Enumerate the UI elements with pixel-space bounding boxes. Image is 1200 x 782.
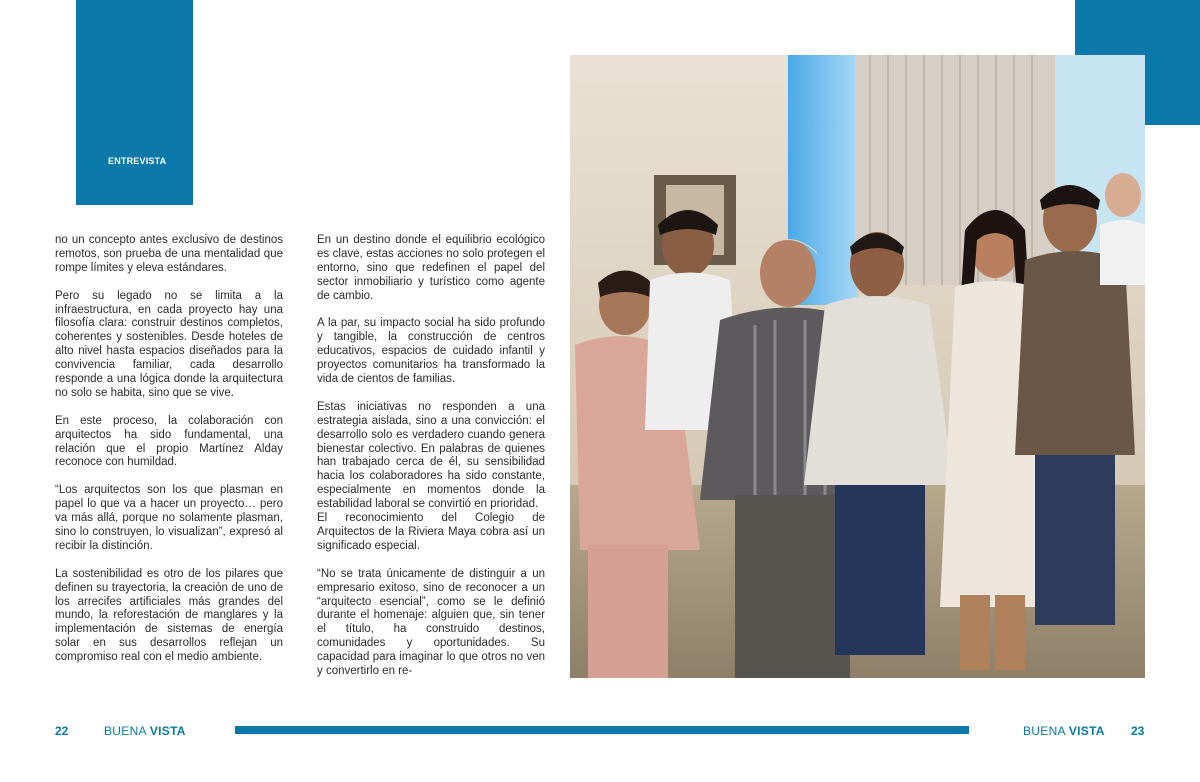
paragraph: Estas iniciativas no responden a una estrategia aislada, sino a una convicción: el desarrollo solo es verdadero cuando genera bienestar colectivo. En palabras de quienes han trabajado cerca de él, su sensibilidad hacia los colaboradores ha sido constante, especialmente en momentos donde la estabilidad laboral se convirtió en prioridad. El reconocimiento del Colegio de Arquitectos de la Riviera Maya cobra así un significado especial.: [317, 400, 545, 552]
text-column-left: [55, 234, 283, 679]
brand-word-bold: VISTA: [1068, 724, 1105, 738]
paragraph: Pero su legado no se limita a la infraestructura, en cada proyecto hay una filosofía clara: construir destinos completos, coherentes y sostenibles. Desde hoteles de alto nivel hasta espacios diseñados para la convivencia familiar, cada desarrollo responde a una lógica donde la arquitectura no solo se habita, sino que se vive.: [55, 289, 283, 399]
brand-word-light: BUENA: [1023, 724, 1066, 738]
paragraph: En un destino donde el equilibrio ecológico es clave, estas acciones no solo protegen el entorno, sino que redefinen el papel del sector inmobiliario y turístico como agente de cambio.: [317, 234, 545, 302]
footer-bar: [235, 726, 969, 734]
paragraph: no un concepto antes exclusivo de destinos remotos, son prueba de una mentalidad que rompe límites y eleva estándares.: [55, 234, 283, 274]
text-column-right: [317, 234, 545, 678]
paragraph: “Los arquitectos son los que plasman en papel lo que va a hacer un proyecto… pero va más allá, porque no solamente plasman, sino lo construyen, lo visualizan”, expresó al recibir la distinción.: [55, 484, 283, 552]
paragraph: A la par, su impacto social ha sido profundo y tangible, la construcción de centros educativos, espacios de cuidado infantil y proyectos comunitarios ha transformado la vida de cientos de familias.: [317, 317, 545, 386]
section-label: ENTREVISTA: [108, 156, 167, 166]
brand-word-light: BUENA: [104, 724, 147, 738]
brand-word-bold: VISTA: [149, 724, 186, 738]
brand-left: [104, 724, 186, 738]
section-tab: [76, 0, 193, 205]
page-number-left: 22: [55, 724, 69, 738]
paragraph: En este proceso, la colaboración con arquitectos ha sido fundamental, una relación que el propio Martínez Alday reconoce con humildad.: [55, 414, 283, 469]
paragraph: La sostenibilidad es otro de los pilares que definen su trayectoria, la creación de uno de los arrecifes artificiales más grandes del mundo, la reforestación de manglares y la implementación de sistemas de energía solar en sus desarrollos reflejan un compromiso real con el medio ambiente.: [55, 567, 283, 664]
paragraph: “No se trata únicamente de distinguir a un empresario exitoso, sino de reconocer a un “arquitecto esencial”, como se le definió durante el homenaje: alguien que, sin tener el título, ha construido destinos, comunidades y oportunidades. Su capacidad para imaginar lo que otros no ven y convertirlo en re-: [317, 567, 545, 678]
group-photo: [570, 55, 1145, 678]
brand-right: [1023, 724, 1105, 738]
page-number-right: 23: [1131, 724, 1145, 738]
